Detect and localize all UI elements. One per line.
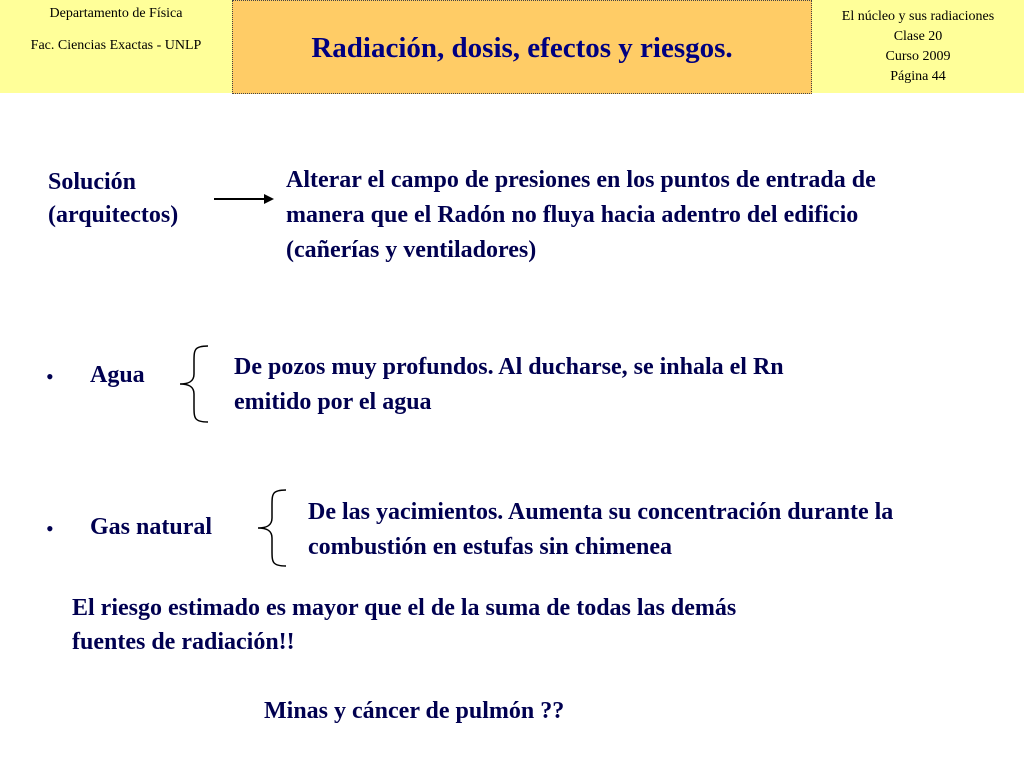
solution-sublabel: (arquitectos) (48, 202, 179, 228)
conclusion-line2: fuentes de radiación!! (72, 629, 295, 655)
slide-title: Radiación, dosis, efectos y riesgos. (232, 0, 812, 94)
item-label-agua: Agua (90, 362, 145, 388)
arrow-right-icon (212, 192, 276, 206)
header-left-panel (0, 0, 232, 93)
solution-text-line2: manera que el Radón no fluya hacia adentro del edificio (286, 202, 859, 228)
header-right-panel (812, 0, 1024, 93)
question-text: Minas y cáncer de pulmón ?? (264, 698, 565, 724)
left-brace-icon (254, 488, 290, 568)
conclusion-line1: El riesgo estimado es mayor que el de la suma de todas las demás (72, 595, 737, 621)
item-text-agua-line2: emitido por el agua (234, 389, 432, 415)
class-label: Clase 20 (893, 29, 943, 44)
page-number-label: Página 44 (890, 69, 946, 84)
bullet-agua: • (46, 364, 54, 389)
course-name-label: El núcleo y sus radiaciones (841, 9, 995, 24)
left-brace-icon (176, 344, 212, 424)
department-label: Departamento de Física (49, 6, 183, 21)
faculty-label: Fac. Ciencias Exactas - UNLP (30, 38, 202, 53)
solution-label: Solución (48, 169, 137, 195)
solution-text-line1: Alterar el campo de presiones en los puntos de entrada de (286, 167, 876, 193)
item-text-gas-line1: De las yacimientos. Aumenta su concentración durante la (308, 499, 894, 525)
bullet-gas-natural: • (46, 516, 54, 541)
item-text-gas-line2: combustión en estufas sin chimenea (308, 534, 673, 560)
course-year-label: Curso 2009 (885, 49, 951, 64)
item-label-gas-natural: Gas natural (90, 514, 213, 540)
item-text-agua-line1: De pozos muy profundos. Al ducharse, se inhala el Rn (234, 354, 784, 380)
solution-text-line3: (cañerías y ventiladores) (286, 237, 537, 263)
